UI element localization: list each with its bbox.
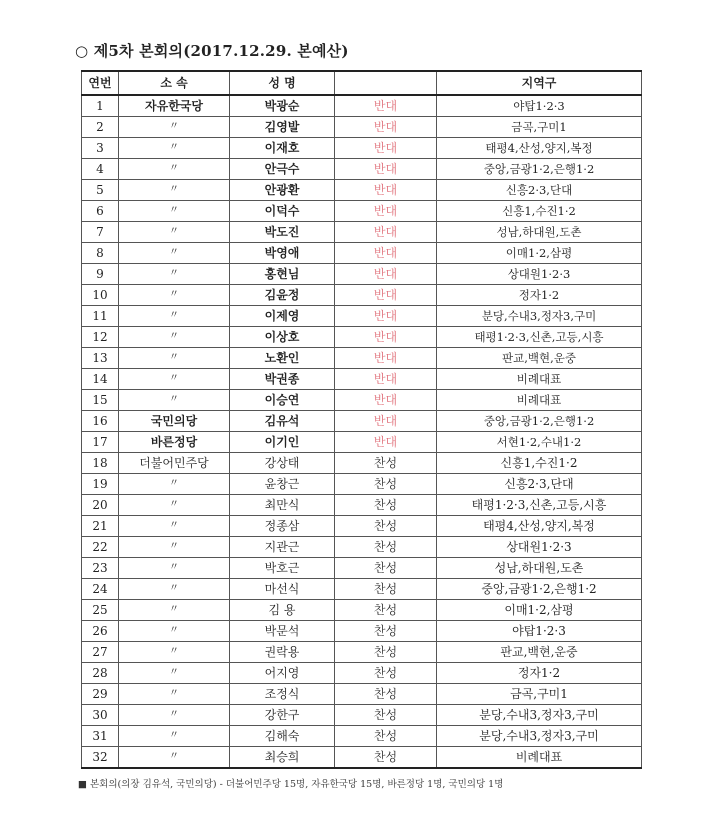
vote-cell: 찬성 bbox=[335, 705, 437, 726]
member-name: 정종삼 bbox=[230, 516, 335, 537]
table-row bbox=[82, 747, 642, 769]
vote-cell: 반대 bbox=[335, 180, 437, 201]
member-name: 박도진 bbox=[230, 222, 335, 243]
member-name: 노환인 bbox=[230, 348, 335, 369]
row-number: 26 bbox=[82, 621, 119, 642]
header-region: 지역구 bbox=[437, 71, 642, 95]
row-number: 9 bbox=[82, 264, 119, 285]
table-row bbox=[82, 705, 642, 726]
region-cell: 태평1·2·3,신촌,고등,시흥 bbox=[437, 327, 642, 348]
region-cell: 분당,수내3,정자3,구미 bbox=[437, 705, 642, 726]
row-number: 18 bbox=[82, 453, 119, 474]
member-name: 안극수 bbox=[230, 159, 335, 180]
member-name: 권락용 bbox=[230, 642, 335, 663]
member-name: 박영애 bbox=[230, 243, 335, 264]
row-number: 12 bbox=[82, 327, 119, 348]
table-row bbox=[82, 306, 642, 327]
row-number: 10 bbox=[82, 285, 119, 306]
table-row bbox=[82, 348, 642, 369]
table-row bbox=[82, 453, 642, 474]
row-number: 7 bbox=[82, 222, 119, 243]
row-number: 17 bbox=[82, 432, 119, 453]
party-cell: 〃 bbox=[119, 516, 230, 537]
table-row bbox=[82, 222, 642, 243]
row-number: 11 bbox=[82, 306, 119, 327]
member-name: 이기인 bbox=[230, 432, 335, 453]
member-name: 조정식 bbox=[230, 684, 335, 705]
table-row bbox=[82, 264, 642, 285]
party-cell: 〃 bbox=[119, 705, 230, 726]
region-cell: 상대원1·2·3 bbox=[437, 537, 642, 558]
vote-cell: 찬성 bbox=[335, 663, 437, 684]
vote-cell: 찬성 bbox=[335, 558, 437, 579]
party-cell: 〃 bbox=[119, 348, 230, 369]
region-cell: 금곡,구미1 bbox=[437, 117, 642, 138]
member-name: 이상호 bbox=[230, 327, 335, 348]
table-row bbox=[82, 369, 642, 390]
region-cell: 판교,백현,운중 bbox=[437, 348, 642, 369]
member-name: 박권종 bbox=[230, 369, 335, 390]
region-cell: 신흥1,수진1·2 bbox=[437, 453, 642, 474]
vote-cell: 찬성 bbox=[335, 600, 437, 621]
member-name: 이재호 bbox=[230, 138, 335, 159]
vote-cell: 반대 bbox=[335, 432, 437, 453]
party-cell: 〃 bbox=[119, 159, 230, 180]
vote-cell: 반대 bbox=[335, 201, 437, 222]
row-number: 31 bbox=[82, 726, 119, 747]
table-row bbox=[82, 432, 642, 453]
row-number: 23 bbox=[82, 558, 119, 579]
vote-cell: 찬성 bbox=[335, 642, 437, 663]
party-cell: 〃 bbox=[119, 117, 230, 138]
region-cell: 신흥2·3,단대 bbox=[437, 180, 642, 201]
member-name: 김윤정 bbox=[230, 285, 335, 306]
vote-cell: 반대 bbox=[335, 117, 437, 138]
member-name: 김유석 bbox=[230, 411, 335, 432]
vote-cell: 찬성 bbox=[335, 495, 437, 516]
document-title: ○ 제5차 본회의(2017.12.29. 본예산) bbox=[75, 42, 349, 60]
party-cell: 〃 bbox=[119, 390, 230, 411]
row-number: 20 bbox=[82, 495, 119, 516]
member-name: 마선식 bbox=[230, 579, 335, 600]
vote-cell: 찬성 bbox=[335, 516, 437, 537]
vote-cell: 반대 bbox=[335, 138, 437, 159]
party-cell: 〃 bbox=[119, 495, 230, 516]
member-name: 윤창근 bbox=[230, 474, 335, 495]
region-cell: 비례대표 bbox=[437, 390, 642, 411]
row-number: 32 bbox=[82, 747, 119, 769]
region-cell: 중앙,금광1·2,은행1·2 bbox=[437, 159, 642, 180]
vote-cell: 찬성 bbox=[335, 453, 437, 474]
vote-cell: 찬성 bbox=[335, 474, 437, 495]
region-cell: 분당,수내3,정자3,구미 bbox=[437, 726, 642, 747]
region-cell: 비례대표 bbox=[437, 747, 642, 769]
table-row bbox=[82, 642, 642, 663]
region-cell: 판교,백현,운중 bbox=[437, 642, 642, 663]
party-cell: 〃 bbox=[119, 579, 230, 600]
row-number: 6 bbox=[82, 201, 119, 222]
region-cell: 정자1·2 bbox=[437, 285, 642, 306]
member-name: 최만식 bbox=[230, 495, 335, 516]
vote-cell: 찬성 bbox=[335, 747, 437, 769]
table-row bbox=[82, 495, 642, 516]
party-cell: 국민의당 bbox=[119, 411, 230, 432]
vote-cell: 반대 bbox=[335, 222, 437, 243]
row-number: 25 bbox=[82, 600, 119, 621]
footnote: ■ 본회의(의장 김유석, 국민의당) - 더불어민주당 15명, 자유한국당 15명, 바른정당 1명, 국민의당 1명 bbox=[78, 779, 504, 790]
row-number: 5 bbox=[82, 180, 119, 201]
party-cell: 〃 bbox=[119, 222, 230, 243]
header-number: 연번 bbox=[82, 71, 119, 95]
party-cell: 〃 bbox=[119, 306, 230, 327]
region-cell: 이매1·2,삼평 bbox=[437, 600, 642, 621]
row-number: 29 bbox=[82, 684, 119, 705]
vote-cell: 반대 bbox=[335, 95, 437, 117]
row-number: 13 bbox=[82, 348, 119, 369]
vote-cell: 반대 bbox=[335, 369, 437, 390]
row-number: 2 bbox=[82, 117, 119, 138]
header-party: 소 속 bbox=[119, 71, 230, 95]
region-cell: 성남,하대원,도촌 bbox=[437, 222, 642, 243]
region-cell: 분당,수내3,정자3,구미 bbox=[437, 306, 642, 327]
vote-cell: 찬성 bbox=[335, 537, 437, 558]
party-cell: 〃 bbox=[119, 327, 230, 348]
table-row bbox=[82, 411, 642, 432]
row-number: 28 bbox=[82, 663, 119, 684]
table-row bbox=[82, 159, 642, 180]
member-name: 박광순 bbox=[230, 95, 335, 117]
region-cell: 중앙,금광1·2,은행1·2 bbox=[437, 579, 642, 600]
vote-cell: 반대 bbox=[335, 327, 437, 348]
vote-cell: 반대 bbox=[335, 348, 437, 369]
party-cell: 더불어민주당 bbox=[119, 453, 230, 474]
party-cell: 〃 bbox=[119, 642, 230, 663]
party-cell: 〃 bbox=[119, 285, 230, 306]
party-cell: 〃 bbox=[119, 747, 230, 769]
row-number: 14 bbox=[82, 369, 119, 390]
region-cell: 이매1·2,삼평 bbox=[437, 243, 642, 264]
vote-cell: 반대 bbox=[335, 159, 437, 180]
vote-cell: 반대 bbox=[335, 243, 437, 264]
member-name: 안광환 bbox=[230, 180, 335, 201]
row-number: 4 bbox=[82, 159, 119, 180]
vote-cell: 찬성 bbox=[335, 579, 437, 600]
table-header-row bbox=[82, 71, 642, 95]
header-name: 성 명 bbox=[230, 71, 335, 95]
table-row bbox=[82, 600, 642, 621]
table-row bbox=[82, 474, 642, 495]
member-name: 이승연 bbox=[230, 390, 335, 411]
header-vote bbox=[335, 71, 437, 95]
table-row bbox=[82, 579, 642, 600]
member-name: 지관근 bbox=[230, 537, 335, 558]
row-number: 8 bbox=[82, 243, 119, 264]
vote-cell: 찬성 bbox=[335, 726, 437, 747]
member-name: 이덕수 bbox=[230, 201, 335, 222]
party-cell: 〃 bbox=[119, 621, 230, 642]
member-name: 최승희 bbox=[230, 747, 335, 769]
table-row bbox=[82, 726, 642, 747]
table-row bbox=[82, 201, 642, 222]
table-row bbox=[82, 180, 642, 201]
region-cell: 정자1·2 bbox=[437, 663, 642, 684]
row-number: 15 bbox=[82, 390, 119, 411]
region-cell: 비례대표 bbox=[437, 369, 642, 390]
table-row bbox=[82, 138, 642, 159]
member-name: 김해숙 bbox=[230, 726, 335, 747]
row-number: 27 bbox=[82, 642, 119, 663]
party-cell: 〃 bbox=[119, 663, 230, 684]
party-cell: 〃 bbox=[119, 138, 230, 159]
region-cell: 태평4,산성,양지,복정 bbox=[437, 138, 642, 159]
row-number: 16 bbox=[82, 411, 119, 432]
party-cell: 〃 bbox=[119, 264, 230, 285]
vote-cell: 반대 bbox=[335, 390, 437, 411]
member-name: 홍현님 bbox=[230, 264, 335, 285]
member-name: 김 용 bbox=[230, 600, 335, 621]
row-number: 3 bbox=[82, 138, 119, 159]
table-row bbox=[82, 516, 642, 537]
row-number: 24 bbox=[82, 579, 119, 600]
region-cell: 야탑1·2·3 bbox=[437, 621, 642, 642]
party-cell: 자유한국당 bbox=[119, 95, 230, 117]
party-cell: 〃 bbox=[119, 243, 230, 264]
region-cell: 신흥1,수진1·2 bbox=[437, 201, 642, 222]
party-cell: 바른정당 bbox=[119, 432, 230, 453]
member-name: 강한구 bbox=[230, 705, 335, 726]
vote-cell: 반대 bbox=[335, 285, 437, 306]
party-cell: 〃 bbox=[119, 684, 230, 705]
table-row bbox=[82, 684, 642, 705]
party-cell: 〃 bbox=[119, 600, 230, 621]
table-row bbox=[82, 117, 642, 138]
table-row bbox=[82, 285, 642, 306]
member-name: 박호근 bbox=[230, 558, 335, 579]
member-name: 이제영 bbox=[230, 306, 335, 327]
row-number: 30 bbox=[82, 705, 119, 726]
vote-cell: 반대 bbox=[335, 411, 437, 432]
row-number: 1 bbox=[82, 95, 119, 117]
region-cell: 신흥2·3,단대 bbox=[437, 474, 642, 495]
vote-cell: 반대 bbox=[335, 264, 437, 285]
table-row bbox=[82, 327, 642, 348]
table-row bbox=[82, 558, 642, 579]
party-cell: 〃 bbox=[119, 474, 230, 495]
table-row bbox=[82, 95, 642, 117]
region-cell: 중앙,금광1·2,은행1·2 bbox=[437, 411, 642, 432]
table-row bbox=[82, 621, 642, 642]
region-cell: 야탑1·2·3 bbox=[437, 95, 642, 117]
party-cell: 〃 bbox=[119, 537, 230, 558]
member-name: 김영발 bbox=[230, 117, 335, 138]
row-number: 19 bbox=[82, 474, 119, 495]
vote-cell: 찬성 bbox=[335, 621, 437, 642]
vote-table bbox=[81, 70, 642, 769]
region-cell: 태평1·2·3,신촌,고등,시흥 bbox=[437, 495, 642, 516]
table-row bbox=[82, 390, 642, 411]
region-cell: 금곡,구미1 bbox=[437, 684, 642, 705]
table-row bbox=[82, 537, 642, 558]
row-number: 22 bbox=[82, 537, 119, 558]
region-cell: 태평4,산성,양지,복정 bbox=[437, 516, 642, 537]
party-cell: 〃 bbox=[119, 726, 230, 747]
member-name: 어지영 bbox=[230, 663, 335, 684]
member-name: 강상태 bbox=[230, 453, 335, 474]
party-cell: 〃 bbox=[119, 201, 230, 222]
party-cell: 〃 bbox=[119, 558, 230, 579]
vote-cell: 찬성 bbox=[335, 684, 437, 705]
party-cell: 〃 bbox=[119, 180, 230, 201]
member-name: 박문석 bbox=[230, 621, 335, 642]
row-number: 21 bbox=[82, 516, 119, 537]
party-cell: 〃 bbox=[119, 369, 230, 390]
vote-cell: 반대 bbox=[335, 306, 437, 327]
region-cell: 서현1·2,수내1·2 bbox=[437, 432, 642, 453]
region-cell: 상대원1·2·3 bbox=[437, 264, 642, 285]
region-cell: 성남,하대원,도촌 bbox=[437, 558, 642, 579]
table-row bbox=[82, 243, 642, 264]
table-row bbox=[82, 663, 642, 684]
